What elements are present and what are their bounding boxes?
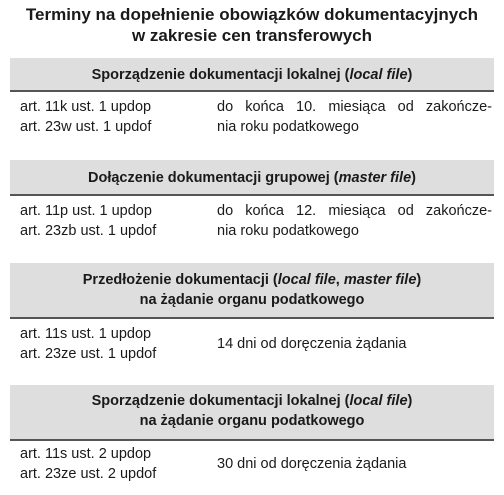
section-4-row [10, 444, 494, 488]
section-1-deadline [217, 97, 492, 137]
section-2-rule [10, 194, 494, 196]
section-1-ref-updop: art. 11k ust. 1 updop [20, 99, 152, 115]
section-2-heading-term: master file [338, 170, 412, 186]
section-3-heading-text: Przedłożenie dokumentacji ( [82, 272, 278, 288]
section-4-heading-line-2: na żądanie organu podatkowego [139, 413, 365, 429]
section-2-row [10, 201, 494, 245]
section-3-legal-refs [20, 324, 220, 364]
section-4-heading-line-1 [10, 391, 494, 411]
section-4-rule [10, 439, 494, 441]
section-4-deadline-line-1: 30 dni od doręczenia żądania [217, 456, 407, 472]
section-4-deadline [217, 454, 492, 474]
section-3-rule [10, 317, 494, 319]
section-2-heading [10, 168, 494, 188]
section-3-deadline-line-1: 14 dni od doręczenia żądania [217, 336, 407, 352]
section-4-ref-updop: art. 11s ust. 2 updop [20, 446, 152, 462]
section-3-heading-line-2: na żądanie organu podatkowego [139, 292, 365, 308]
page-title-line-1: Terminy na dopełnienie obowiązków dokumentacyjnych [25, 5, 479, 24]
section-3-heading-term-1: local file [277, 272, 336, 288]
section-2-ref-updop: art. 11p ust. 1 updop [20, 203, 152, 219]
section-2-deadline-line-1: do końca 12. miesiąca od zakończe- [217, 203, 492, 219]
section-1-row [10, 97, 494, 141]
section-4-heading-text: Sporządzenie dokumentacji lokalnej ( [91, 393, 350, 409]
section-3-ref-updop: art. 11s ust. 1 updop [20, 326, 152, 342]
section-2-legal-refs [20, 201, 220, 241]
section-2-deadline-line-2: nia roku podatkowego [217, 223, 359, 239]
section-3-heading-separator: , [335, 272, 344, 288]
section-4-heading-term: local file [349, 393, 408, 409]
section-1-deadline-line-1: do końca 10. miesiąca od zakończe- [217, 99, 492, 115]
section-2-ref-updof: art. 23zb ust. 1 updof [20, 223, 157, 239]
section-3-ref-updof: art. 23ze ust. 1 updof [20, 346, 157, 362]
section-1-legal-refs [20, 97, 220, 137]
section-3-heading-line-1 [10, 270, 494, 290]
section-4-heading-close: ) [407, 393, 413, 409]
section-3-heading-close: ) [416, 272, 422, 288]
section-1-rule [10, 90, 494, 92]
section-1-heading-text: Sporządzenie dokumentacji lokalnej ( [91, 67, 350, 83]
section-4-ref-updof: art. 23ze ust. 2 updof [20, 466, 157, 482]
section-3-deadline [217, 334, 492, 354]
section-1-heading-close: ) [407, 67, 413, 83]
section-2-heading-close: ) [411, 170, 416, 186]
section-1-ref-updof: art. 23w ust. 1 updof [20, 119, 152, 135]
page-title-line-2: w zakresie cen transferowych [131, 26, 372, 45]
section-3-heading [10, 270, 494, 310]
section-4-heading [10, 391, 494, 431]
section-3-heading-term-2: master file [343, 272, 417, 288]
section-1-heading [10, 65, 494, 85]
section-1-heading-term: local file [349, 67, 408, 83]
section-2-heading-text: Dołączenie dokumentacji grupowej ( [88, 170, 339, 186]
page-title [0, 4, 504, 46]
section-2-deadline [217, 201, 492, 241]
section-1-deadline-line-2: nia roku podatkowego [217, 119, 359, 135]
section-3-row [10, 324, 494, 368]
section-4-legal-refs [20, 444, 220, 484]
